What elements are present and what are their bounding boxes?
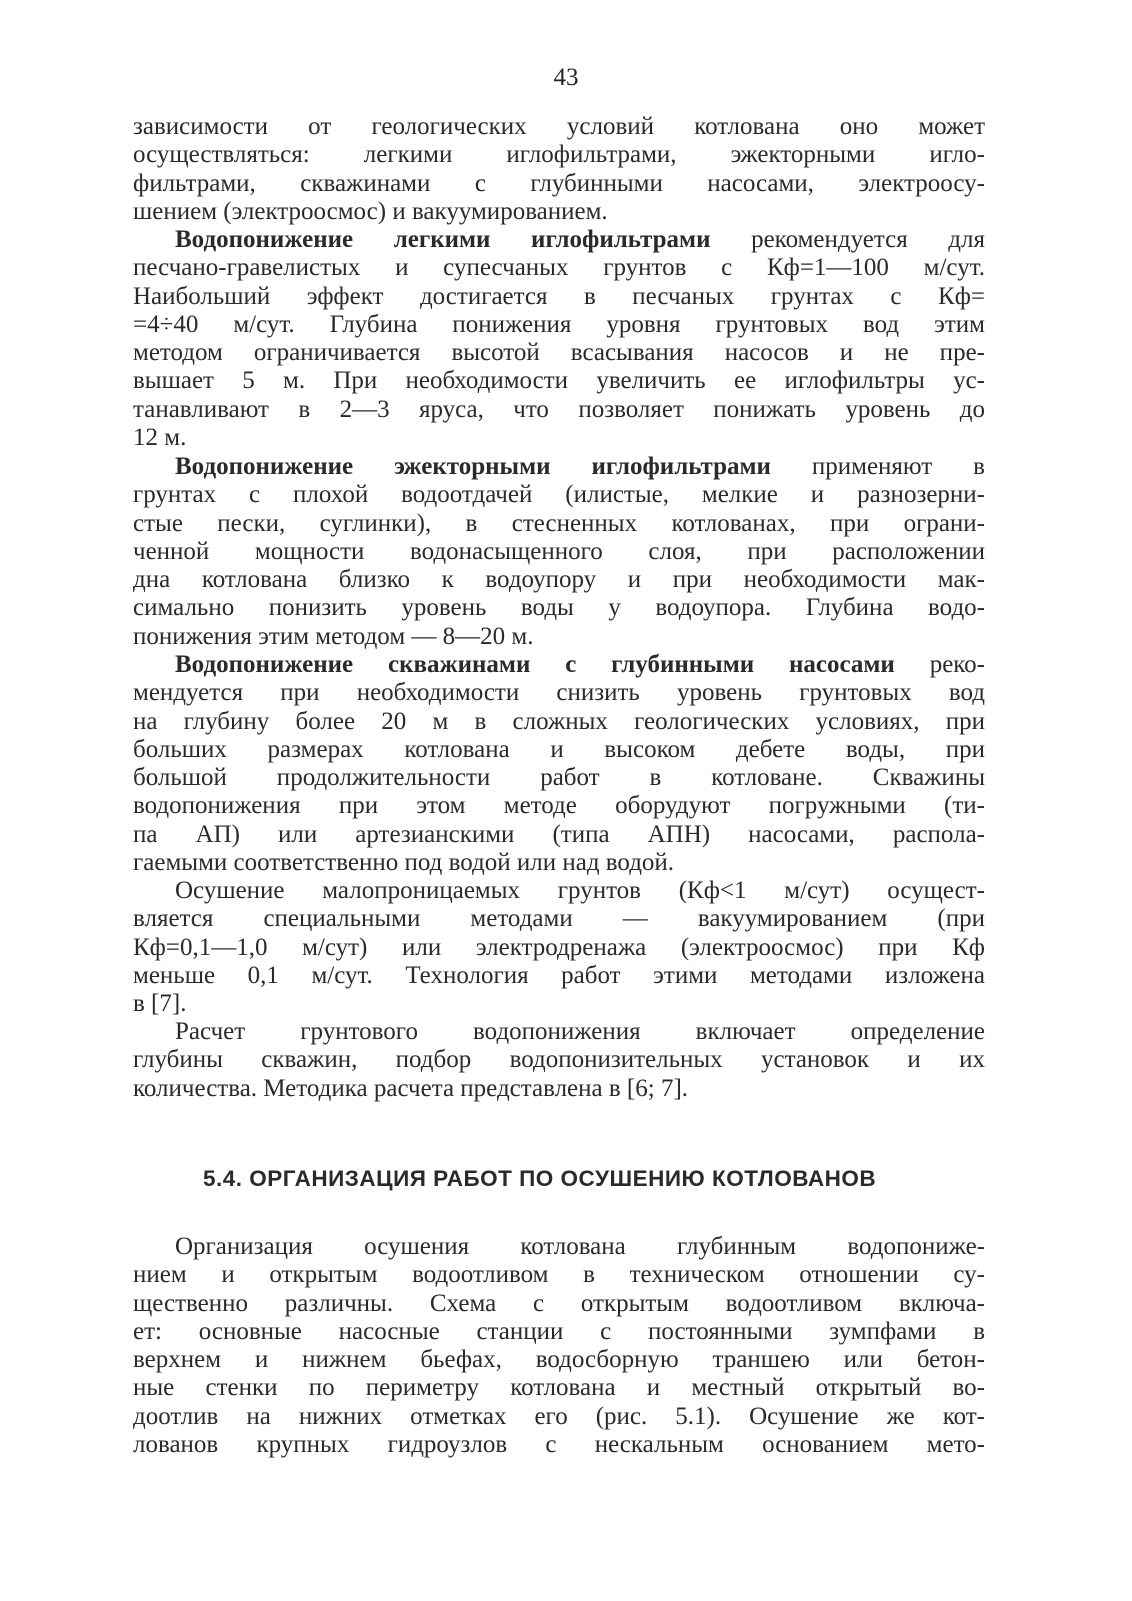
text-line: лованов крупных гидроузлов с нескальным основанием мето-	[133, 1431, 985, 1459]
text-line: количества. Методика расчета представлена в [6; 7].	[133, 1074, 689, 1102]
text-line: методом ограничивается высотой всасывания насосов и не пре-	[133, 339, 985, 367]
text-line: стые пески, суглинки), в стесненных котлованах, при ограни-	[133, 509, 985, 537]
paragraph-light-wellpoints	[133, 226, 985, 452]
text-line: Осушение малопроницаемых грунтов (Кф<1 м/сут) осущест-	[175, 877, 985, 904]
paragraph-ejector-wellpoints	[133, 453, 985, 651]
bold-lead: Водопонижение эжекторными иглофильтрами	[175, 453, 771, 480]
text-line: верхнем и нижнем бьефах, водосборную траншею или бетон-	[133, 1346, 985, 1374]
text-line: водопонижения при этом методе оборудуют погружными (ти-	[133, 792, 985, 820]
paragraph-organization	[133, 1233, 985, 1459]
bold-lead: Водопонижение скважинами с глубинными насосами	[175, 651, 895, 678]
paragraph-deep-wells	[133, 651, 985, 877]
text-line: гаемыми соответственно под водой или над водой.	[133, 849, 675, 877]
text-line: песчано-гравелистых и супесчаных грунтов с Кф=1—100 м/сут.	[133, 254, 985, 282]
text-line: танавливают в 2—3 яруса, что позволяет понижать уровень до	[133, 395, 985, 423]
text-line: Организация осушения котлована глубинным водопониже-	[175, 1233, 985, 1260]
paragraph-low-permeability	[133, 877, 985, 1018]
text-line: меньше 0,1 м/сут. Технология работ этими методами изложена	[133, 961, 985, 989]
text-line: ченной мощности водонасыщенного слоя, при расположении	[133, 537, 985, 565]
text-line: большой продолжительности работ в котловане. Скважины	[133, 764, 985, 792]
section-heading: 5.4. ОРГАНИЗАЦИЯ РАБОТ ПО ОСУШЕНИЮ КОТЛОВАНОВ	[203, 1166, 877, 1191]
text-line	[133, 226, 985, 254]
text-line: понижения этим методом — 8—20 м.	[133, 622, 534, 650]
text-line: 12 м.	[133, 424, 187, 452]
text-line: доотлив на нижних отметках его (рис. 5.1). Осушение же кот-	[133, 1402, 985, 1430]
lead-tail: применяют в	[770, 453, 985, 480]
text-line: Кф=0,1—1,0 м/сут) или электродренажа (электроосмос) при Кф	[133, 933, 985, 961]
lead-tail: реко-	[894, 651, 985, 678]
text-line: грунтах с плохой водоотдачей (илистые, мелкие и разнозерни-	[133, 481, 985, 509]
text-line: шением (электроосмос) и вакуумированием.	[133, 197, 608, 225]
text-line: ет: основные насосные станции с постоянными зумпфами в	[133, 1317, 985, 1345]
text-line: =4÷40 м/сут. Глубина понижения уровня грунтовых вод этим	[133, 310, 985, 338]
text-line: вляется специальными методами — вакуумированием (при	[133, 905, 985, 933]
text-line: фильтрами, скважинами с глубинными насосами, электроосу-	[133, 169, 985, 197]
text-line: па АП) или артезианскими (типа АПН) насосами, распола-	[133, 820, 985, 848]
text-line: дна котлована близко к водоупору и при необходимости мак-	[133, 566, 985, 594]
bold-lead: Водопонижение легкими иглофильтрами	[175, 226, 711, 253]
text-line: щественно различны. Схема с открытым водоотливом включа-	[133, 1289, 985, 1317]
page-number: 43	[553, 64, 579, 91]
text-line	[133, 453, 985, 481]
text-line	[133, 651, 985, 679]
paragraph-calculation	[133, 1018, 985, 1103]
paragraph-intro	[133, 113, 985, 226]
text-line: на глубину более 20 м в сложных геологических условиях, при	[133, 707, 985, 735]
text-line: Наибольший эффект достигается в песчаных грунтах с Кф=	[133, 282, 985, 310]
text-line: вышает 5 м. При необходимости увеличить ее иглофильтры ус-	[133, 367, 985, 395]
text-line: глубины скважин, подбор водопонизительных установок и их	[133, 1046, 985, 1074]
text-line: нием и открытым водоотливом в техническом отношении су-	[133, 1261, 985, 1289]
text-line: мендуется при необходимости снизить уровень грунтовых вод	[133, 679, 985, 707]
text-line: в [7].	[133, 990, 187, 1018]
text-line: осуществляться: легкими иглофильтрами, эжекторными игло-	[133, 141, 985, 169]
lead-tail: рекомендуется для	[710, 226, 985, 253]
text-line: больших размерах котлована и высоком дебете воды, при	[133, 735, 985, 763]
text-line: зависимости от геологических условий котлована оно может	[133, 113, 985, 140]
text-line: симально понизить уровень воды у водоупора. Глубина водо-	[133, 594, 985, 622]
text-line: Расчет грунтового водопонижения включает определение	[175, 1018, 985, 1045]
text-line: ные стенки по периметру котлована и местный открытый во-	[133, 1374, 985, 1402]
